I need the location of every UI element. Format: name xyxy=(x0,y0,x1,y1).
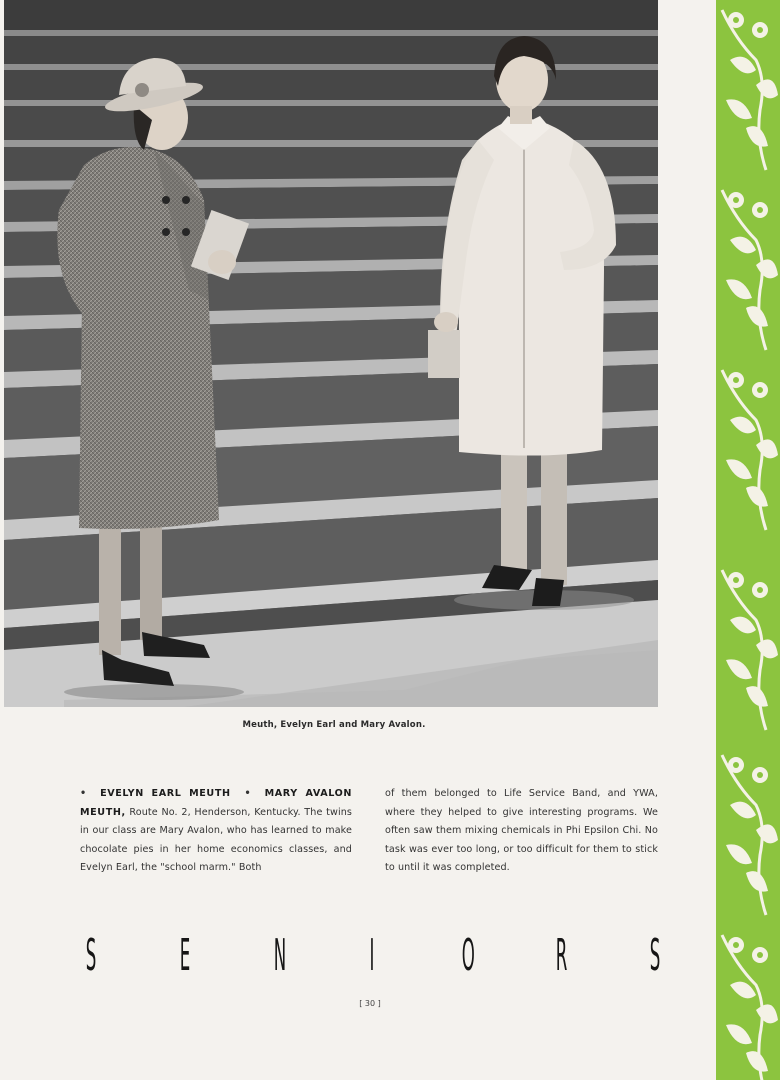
article-text-right: of them belonged to Life Service Band, and YWA, where they helped to give interesting programs. We often saw them mixing chemicals in Phi Epsilon Chi. No task was ever too long, or too difficult for them to stick to until it was completed. xyxy=(385,788,658,874)
page-number: [ 30 ] xyxy=(359,999,381,1008)
photo-twins-on-steps xyxy=(4,0,658,707)
student-name-evelyn: EVELYN EARL MEUTH xyxy=(100,788,231,799)
flower-pattern-icon xyxy=(716,0,780,1080)
bullet-icon: • xyxy=(80,788,87,799)
photo-caption: Meuth, Evelyn Earl and Mary Avalon. xyxy=(242,720,426,730)
bullet-icon: • xyxy=(244,788,251,799)
heading-letter: E xyxy=(179,929,191,981)
article-column-right xyxy=(385,785,658,878)
seniors-heading xyxy=(80,930,664,980)
floral-border xyxy=(716,0,780,1080)
heading-letter: S xyxy=(85,929,97,981)
article-column-left xyxy=(80,785,352,878)
heading-letter: I xyxy=(369,929,375,981)
heading-letter: S xyxy=(649,929,661,981)
heading-letter: N xyxy=(273,929,287,981)
article-text-left: Route No. 2, Henderson, Kentucky. The twins in our class are Mary Avalon, who has learned to make chocolate pies in her home economics classes, and Evelyn Earl, the "school marm." Both xyxy=(80,806,352,874)
heading-letter: R xyxy=(555,929,568,981)
student-name-mary: MARY AVALON MEUTH, xyxy=(80,788,352,818)
heading-letter: O xyxy=(461,929,475,981)
